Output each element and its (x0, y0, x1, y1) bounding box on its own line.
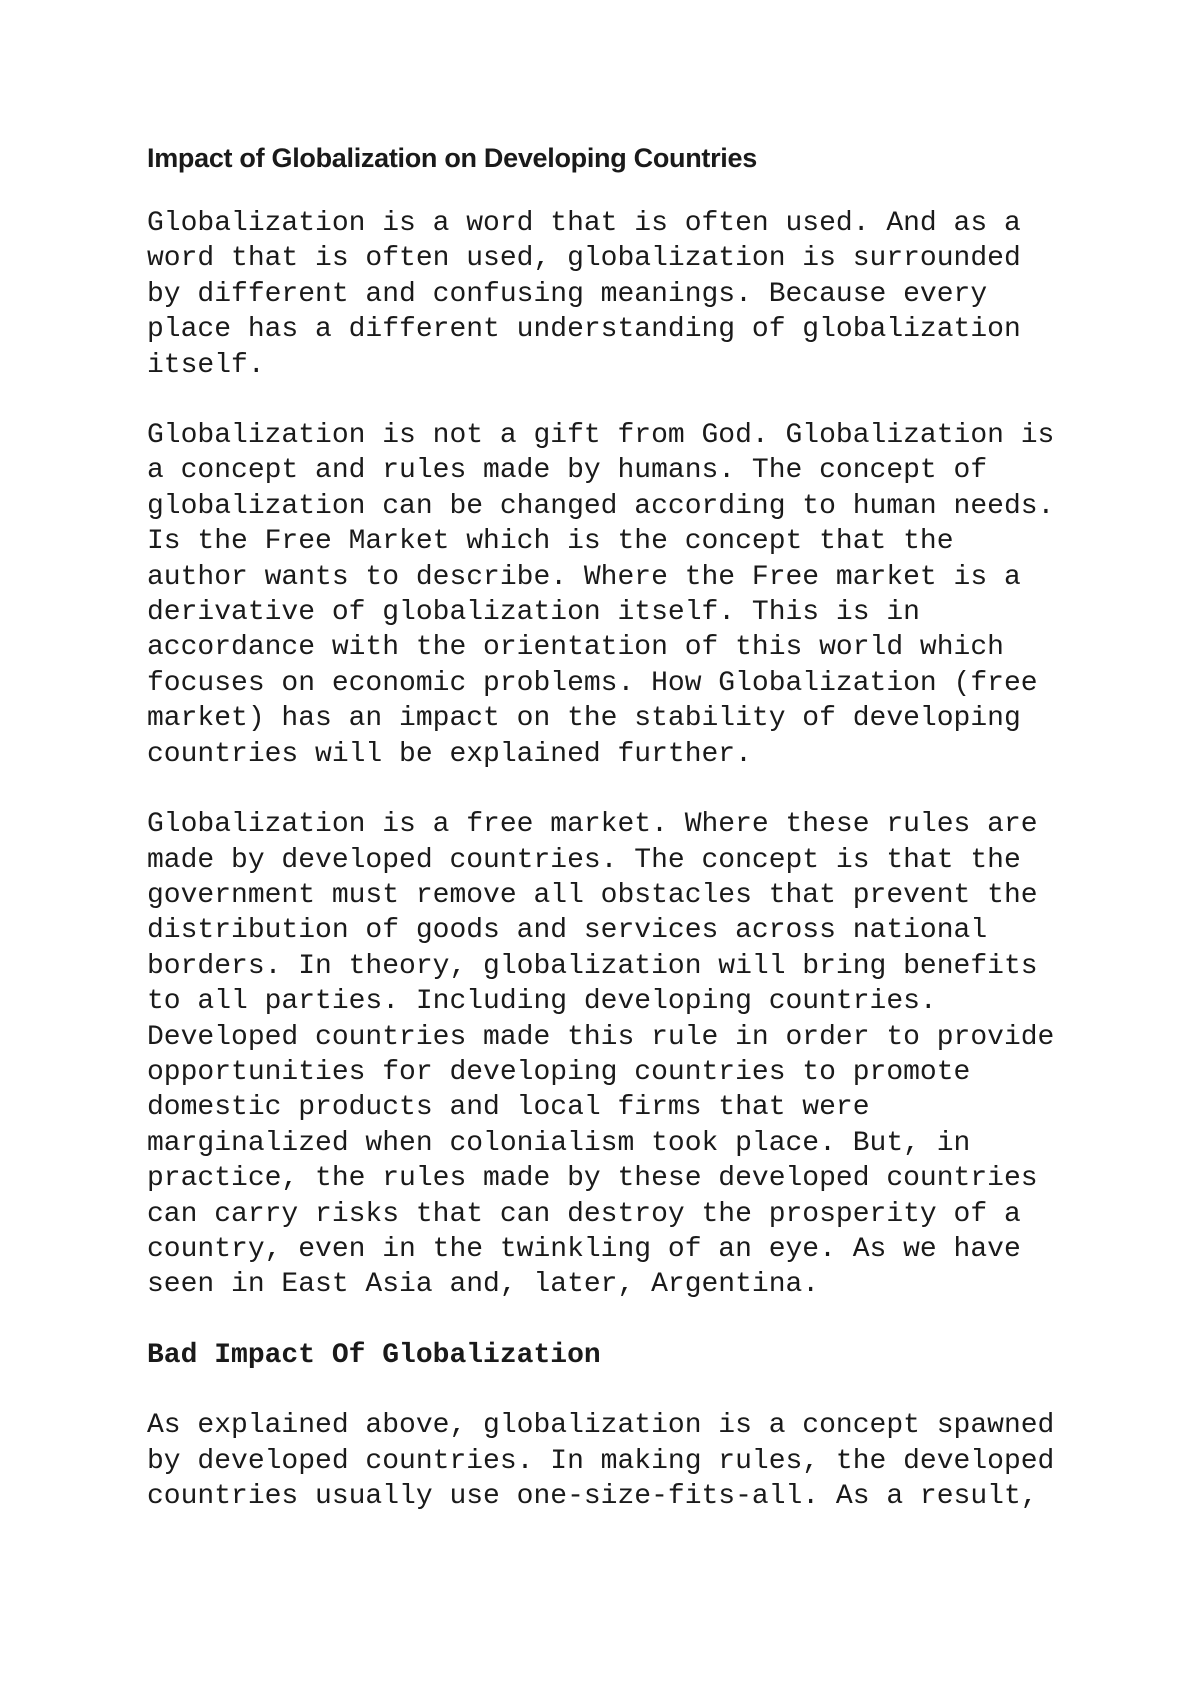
document-body (147, 140, 1067, 1549)
paragraph-free-market: Globalization is a free market. Where these rules are made by developed countries. The concept is that the government must remove all obstacles that prevent the distribution of goods and services across national borders. In theory, globalization will bring benefits to all parties. Including developing countries. Developed countries made this rule in order to provide opportunities for developing countries to promote domestic products and local firms that were marginalized when colonialism took place. But, in practice, the rules made by these developed countries can carry risks that can destroy the prosperity of a country, even in the twinkling of an eye. As we have seen in East Asia and, later, Argentina. (147, 809, 1055, 1301)
document-title: Impact of Globalization on Developing Countries (147, 143, 757, 173)
paragraph-intro: Globalization is a word that is often used. And as a word that is often used, globalization is surrounded by different and confusing meanings. Because every place has a different understanding of globalization itself. (147, 208, 1021, 381)
paragraph-bad-impact: As explained above, globalization is a concept spawned by developed countries. In making rules, the developed countries usually use one-size-fits-all. As a result, (147, 1410, 1055, 1512)
paragraph-concept: Globalization is not a gift from God. Globalization is a concept and rules made by humans. The concept of globalization can be changed according to human needs. Is the Free Market which is the concept that the author wants to describe. Where the Free market is a derivative of globalization itself. This is in accordance with the orientation of this world which focuses on economic problems. How Globalization (free market) has an impact on the stability of developing countries will be explained further. (147, 420, 1055, 770)
section-heading-bad-impact: Bad Impact Of Globalization (147, 1339, 601, 1371)
